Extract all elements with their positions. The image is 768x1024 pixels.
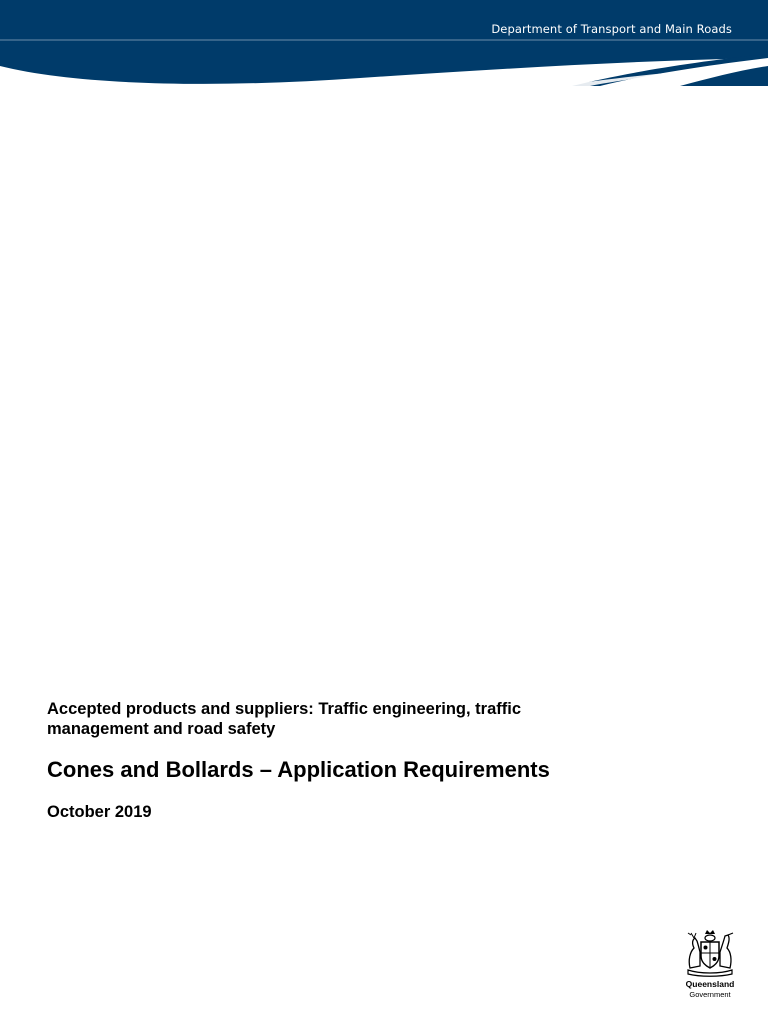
banner-swoosh-graphic	[0, 0, 768, 92]
document-subtitle: Accepted products and suppliers: Traffic engineering, traffic management and road safety	[47, 700, 522, 738]
document-title: Cones and Bollards – Application Requirements	[47, 757, 550, 782]
logo-subname: Government	[689, 990, 731, 999]
header-banner	[0, 0, 768, 92]
queensland-government-logo	[676, 928, 744, 1002]
queensland-coat-of-arms-icon	[680, 928, 740, 978]
department-name: Department of Transport and Main Roads	[491, 22, 732, 36]
document-date: October 2019	[47, 803, 152, 821]
logo-name: Queensland	[685, 979, 735, 989]
